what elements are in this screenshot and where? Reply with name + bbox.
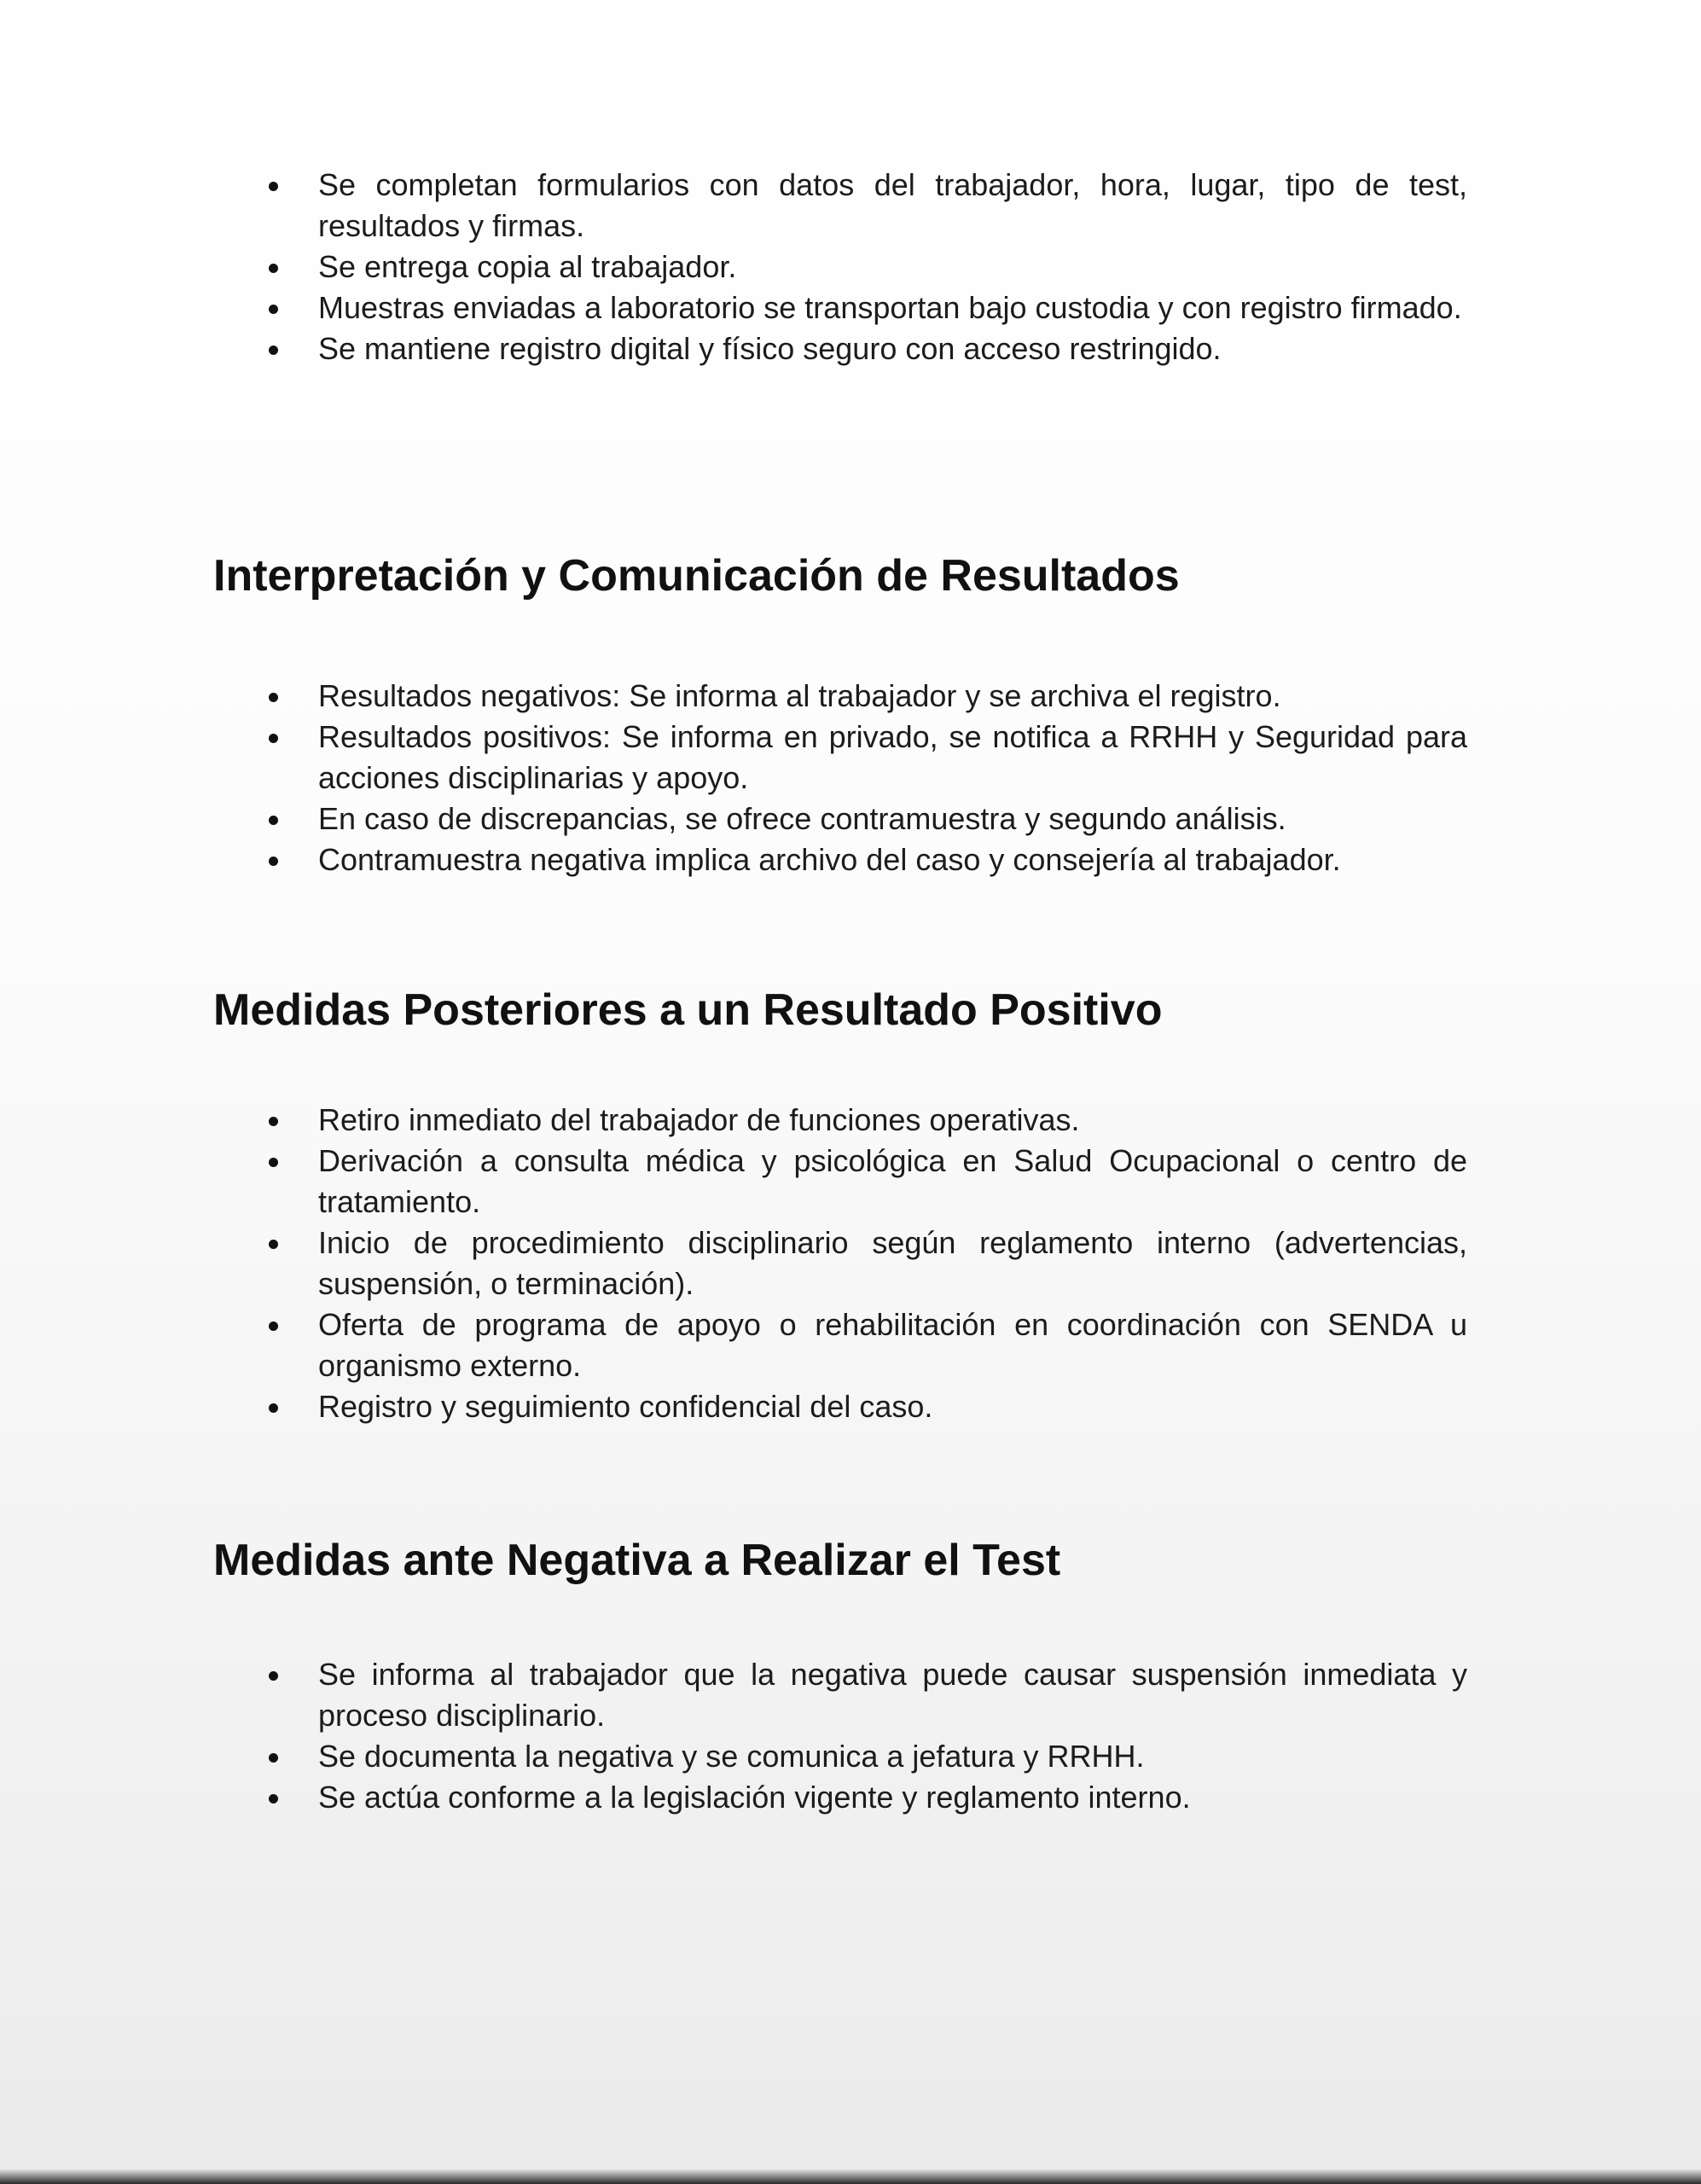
list-item (213, 328, 1467, 369)
positive-result-list (213, 1100, 1467, 1427)
bullet-icon (269, 1240, 278, 1249)
list-item-text: Contramuestra negativa implica archivo del caso y consejería al trabajador. (318, 842, 1341, 877)
list-item-text: En caso de discrepancias, se ofrece contramuestra y segundo análisis. (318, 801, 1286, 836)
bullet-icon (269, 734, 278, 743)
list-item-text: Se actúa conforme a la legislación vigente y reglamento interno. (318, 1780, 1191, 1815)
list-item (213, 676, 1467, 717)
bullet-icon (269, 1671, 278, 1681)
positive-result-section (213, 983, 1467, 1427)
list-item (213, 1100, 1467, 1141)
list-item (213, 799, 1467, 839)
list-item-text: Registro y seguimiento confidencial del caso. (318, 1389, 933, 1424)
bullet-icon (269, 264, 278, 273)
page-bottom-edge (0, 2169, 1701, 2184)
list-item (213, 165, 1467, 247)
list-item-text: Resultados positivos: Se informa en privado, se notifica a RRHH y Seguridad para acciones disciplinarias y apoyo. (318, 719, 1467, 795)
bullet-icon (269, 182, 278, 191)
list-item (213, 839, 1467, 880)
bullet-icon (269, 1403, 278, 1413)
records-list (213, 165, 1467, 369)
bullet-icon (269, 857, 278, 866)
bullet-icon (269, 693, 278, 702)
interpretation-list (213, 676, 1467, 880)
records-section (213, 165, 1467, 369)
list-item-text: Se informa al trabajador que la negativa puede causar suspensión inmediata y proceso disciplinario. (318, 1657, 1467, 1733)
list-item (213, 1736, 1467, 1777)
list-item (213, 288, 1467, 328)
list-item-text: Se documenta la negativa y se comunica a jefatura y RRHH. (318, 1739, 1145, 1774)
list-item-text: Resultados negativos: Se informa al trabajador y se archiva el registro. (318, 678, 1281, 713)
list-item-text: Se mantiene registro digital y físico seguro con acceso restringido. (318, 331, 1222, 366)
bullet-icon (269, 346, 278, 355)
bullet-icon (269, 1794, 278, 1804)
list-item (213, 1223, 1467, 1304)
list-item (213, 1304, 1467, 1386)
bullet-icon (269, 1753, 278, 1763)
list-item (213, 1654, 1467, 1736)
bullet-icon (269, 816, 278, 825)
list-item-text: Derivación a consulta médica y psicológica en Salud Ocupacional o centro de tratamiento. (318, 1143, 1467, 1219)
list-item-text: Se entrega copia al trabajador. (318, 249, 737, 284)
list-item-text: Se completan formularios con datos del trabajador, hora, lugar, tipo de test, resultados y firmas. (318, 167, 1467, 243)
test-refusal-list (213, 1654, 1467, 1818)
section-heading: Interpretación y Comunicación de Resultados (213, 551, 1180, 601)
list-item (213, 717, 1467, 799)
list-item-text: Oferta de programa de apoyo o rehabilitación en coordinación con SENDA u organismo externo. (318, 1307, 1467, 1383)
list-item-text: Inicio de procedimiento disciplinario según reglamento interno (advertencias, suspensión, o terminación). (318, 1225, 1467, 1301)
bullet-icon (269, 1158, 278, 1167)
section-heading: Medidas ante Negativa a Realizar el Test (213, 1536, 1061, 1585)
list-item (213, 247, 1467, 288)
test-refusal-section (213, 1533, 1467, 1818)
list-item-text: Retiro inmediato del trabajador de funciones operativas. (318, 1102, 1080, 1137)
bullet-icon (269, 305, 278, 314)
bullet-icon (269, 1321, 278, 1331)
list-item (213, 1386, 1467, 1427)
list-item (213, 1141, 1467, 1223)
interpretation-section (213, 549, 1467, 880)
bullet-icon (269, 1117, 278, 1126)
list-item (213, 1777, 1467, 1818)
list-item-text: Muestras enviadas a laboratorio se transportan bajo custodia y con registro firmado. (318, 290, 1462, 325)
section-heading: Medidas Posteriores a un Resultado Positivo (213, 985, 1163, 1035)
